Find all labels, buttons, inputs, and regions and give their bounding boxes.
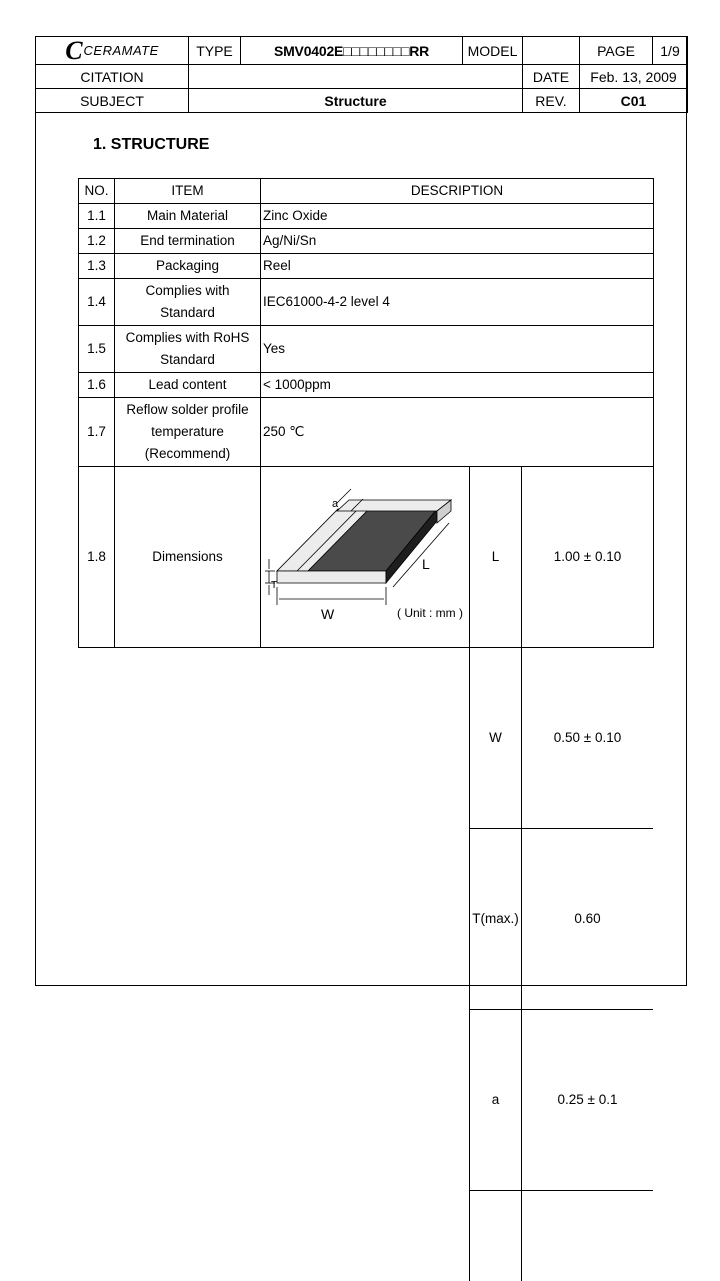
page-value: 1/9 xyxy=(653,37,688,65)
dim-row xyxy=(470,648,654,829)
table-row xyxy=(79,229,654,254)
dim-value: 0.50 ± 0.10 xyxy=(522,648,654,829)
dim-value: 0.25 ± 0.1 xyxy=(522,1010,654,1191)
row-item: End termination xyxy=(115,229,261,254)
dimensions-cell xyxy=(261,467,654,1107)
rev-value: C01 xyxy=(580,89,688,113)
dim-row xyxy=(470,467,654,648)
date-label: DATE xyxy=(523,65,580,89)
dim-row xyxy=(470,829,654,1010)
chip-terminal-far xyxy=(337,500,451,511)
row-description: Zinc Oxide xyxy=(261,204,654,229)
subject-value: Structure xyxy=(189,89,523,113)
row-no: 1.3 xyxy=(79,254,115,279)
row-description: Yes xyxy=(261,326,654,373)
row-no: 1.5 xyxy=(79,326,115,373)
col-header-item: ITEM xyxy=(115,179,261,204)
row-no: 1.8 xyxy=(79,467,115,648)
dim-param: W xyxy=(470,648,522,829)
table-header-row xyxy=(79,179,654,204)
chip-front-face xyxy=(277,571,386,583)
dim-value: 0.60 xyxy=(522,829,654,1010)
row-no: 1.2 xyxy=(79,229,115,254)
logo-text: CERAMATE xyxy=(83,43,159,58)
a-label: a xyxy=(332,498,339,510)
row-item-line: temperature xyxy=(151,424,224,439)
table-row xyxy=(79,254,654,279)
row-description: IEC61000-4-2 level 4 xyxy=(261,279,654,326)
row-description: Ag/Ni/Sn xyxy=(261,229,654,254)
page-label: PAGE xyxy=(580,37,653,65)
dim-param: L xyxy=(470,467,522,648)
row-item-line: Standard xyxy=(160,305,215,320)
row-description: < 1000ppm xyxy=(261,373,654,398)
row-no: 1.7 xyxy=(79,398,115,467)
col-header-no: NO. xyxy=(79,179,115,204)
w-label: W xyxy=(321,606,335,622)
table-row xyxy=(79,204,654,229)
type-label: TYPE xyxy=(189,37,241,65)
row-no: 1.1 xyxy=(79,204,115,229)
row-item xyxy=(115,326,261,373)
row-item-line: Standard xyxy=(160,352,215,367)
row-item xyxy=(115,398,261,467)
structure-table xyxy=(78,178,654,1107)
table-row xyxy=(79,398,654,467)
row-item xyxy=(115,279,261,326)
table-row xyxy=(79,326,654,373)
section-title: 1. STRUCTURE xyxy=(93,136,210,153)
rev-label: REV. xyxy=(523,89,580,113)
model-value xyxy=(523,37,580,65)
type-value: SMV0402E□□□□□□□□RR xyxy=(241,37,463,65)
t-label: T xyxy=(271,580,278,591)
dimensions-table xyxy=(469,467,653,1281)
citation-value xyxy=(189,65,523,89)
row-description: 250 ℃ xyxy=(261,398,654,467)
row-item: Dimensions xyxy=(115,467,261,648)
row-item: Main Material xyxy=(115,204,261,229)
dim-row xyxy=(470,1010,654,1191)
col-header-description: DESCRIPTION xyxy=(261,179,654,204)
table-row xyxy=(79,467,654,648)
subject-label: SUBJECT xyxy=(36,89,189,113)
model-label: MODEL xyxy=(463,37,523,65)
row-item: Packaging xyxy=(115,254,261,279)
company-logo xyxy=(36,37,189,65)
dim-param: a xyxy=(470,1010,522,1191)
row-item-line: Complies with xyxy=(145,283,230,298)
table-row xyxy=(79,279,654,326)
l-label: L xyxy=(422,556,430,572)
citation-label: CITATION xyxy=(36,65,189,89)
row-item-line: (Recommend) xyxy=(144,446,231,461)
dim-value: 1.00 ± 0.10 xyxy=(522,467,654,648)
row-no: 1.4 xyxy=(79,279,115,326)
date-value: Feb. 13, 2009 xyxy=(580,65,688,89)
unit-note: ( Unit : mm ) xyxy=(397,606,463,620)
row-item-line: Reflow solder profile xyxy=(126,402,249,417)
row-no: 1.6 xyxy=(79,373,115,398)
logo-letter: C xyxy=(65,36,83,65)
dim-param: T(max.) xyxy=(470,829,522,1010)
row-item: Lead content xyxy=(115,373,261,398)
row-item-line: Complies with RoHS xyxy=(125,330,250,345)
table-row xyxy=(79,373,654,398)
row-description: Reel xyxy=(261,254,654,279)
header-table xyxy=(35,36,688,113)
